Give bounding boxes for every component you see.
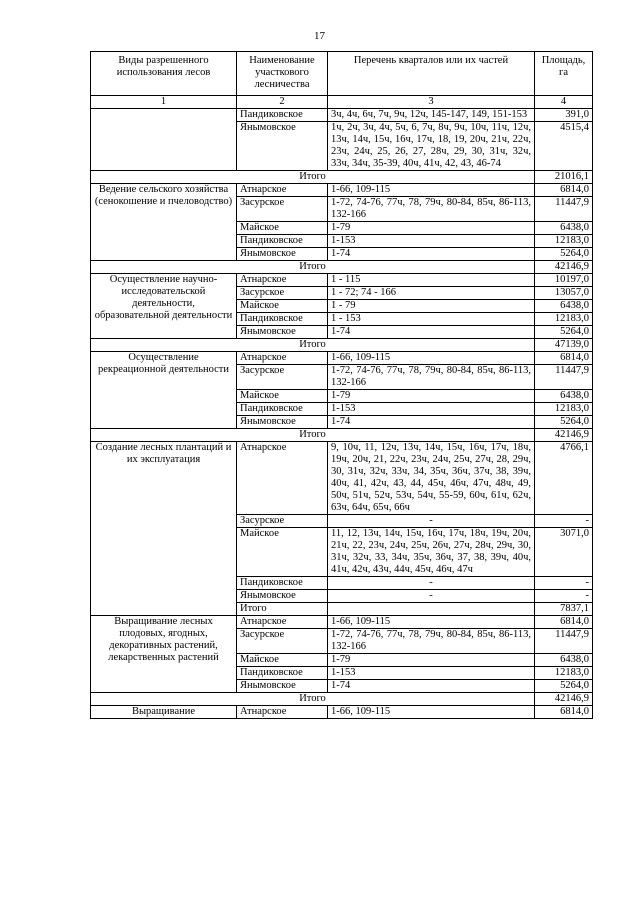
area-cell: 12183,0 (535, 313, 593, 326)
area-cell: 6814,0 (535, 616, 593, 629)
forestry-cell: Янымовское (237, 590, 328, 603)
total-row (91, 261, 593, 274)
header-quarters: Перечень кварталов или их частей (328, 52, 535, 96)
quarters-cell: 1 - 153 (328, 313, 535, 326)
forestry-cell: Янымовское (237, 122, 328, 171)
area-cell: 4766,1 (535, 442, 593, 515)
quarters-cell: 1-66, 109-115 (328, 352, 535, 365)
quarters-cell: 1-72, 74-76, 77ч, 78, 79ч, 80-84, 85ч, 86-113, 132-166 (328, 365, 535, 390)
area-cell: 5264,0 (535, 326, 593, 339)
forestry-cell: Атнарское (237, 352, 328, 365)
forestry-cell: Засурское (237, 629, 328, 654)
quarters-cell: 1-79 (328, 654, 535, 667)
total-empty (328, 603, 535, 616)
header-row (91, 52, 593, 96)
area-cell: 3071,0 (535, 528, 593, 577)
area-cell: 6438,0 (535, 222, 593, 235)
total-label: Итого (91, 429, 535, 442)
header-kind: Виды разрешенного использования лесов (91, 52, 237, 96)
total-row (91, 339, 593, 352)
quarters-cell: 1-153 (328, 235, 535, 248)
header-area: Площадь, га (535, 52, 593, 96)
column-number: 1 (91, 96, 237, 109)
forestry-cell: Янымовское (237, 416, 328, 429)
total-label: Итого (91, 339, 535, 352)
area-cell: 6438,0 (535, 300, 593, 313)
table-row (91, 706, 593, 719)
quarters-cell: 1-74 (328, 248, 535, 261)
total-value: 21016,1 (535, 171, 593, 184)
forestry-cell: Пандиковское (237, 403, 328, 416)
forestry-cell: Засурское (237, 287, 328, 300)
quarters-cell: 1-74 (328, 326, 535, 339)
kind-cell: Выращивание (91, 706, 237, 719)
forestry-cell: Засурское (237, 197, 328, 222)
column-number-row (91, 96, 593, 109)
area-cell: 4515,4 (535, 122, 593, 171)
area-cell: 6814,0 (535, 184, 593, 197)
quarters-cell: - (328, 577, 535, 590)
forestry-cell: Пандиковское (237, 313, 328, 326)
forestry-cell: Майское (237, 390, 328, 403)
column-number: 2 (237, 96, 328, 109)
total-row (91, 171, 593, 184)
quarters-cell: 1 - 115 (328, 274, 535, 287)
column-number: 4 (535, 96, 593, 109)
area-cell: 12183,0 (535, 667, 593, 680)
quarters-cell: 1-153 (328, 667, 535, 680)
quarters-cell: 1 - 79 (328, 300, 535, 313)
forestry-cell: Атнарское (237, 184, 328, 197)
quarters-cell: 1 - 72; 74 - 166 (328, 287, 535, 300)
forestry-cell: Пандиковское (237, 667, 328, 680)
total-label: Итого (91, 171, 535, 184)
page-number: 17 (314, 30, 325, 42)
table-row (91, 184, 593, 197)
kind-cell: Ведение сельского хозяйства (сенокошение и пчеловодство) (91, 184, 237, 261)
area-cell: 5264,0 (535, 248, 593, 261)
kind-cell: Осуществление рекреационной деятельности (91, 352, 237, 429)
total-label: Итого (237, 603, 328, 616)
forestry-cell: Атнарское (237, 274, 328, 287)
area-cell: 5264,0 (535, 416, 593, 429)
kind-cell: Создание лесных плантаций и их эксплуатация (91, 442, 237, 616)
table-row (91, 352, 593, 365)
quarters-cell: 9, 10ч, 11, 12ч, 13ч, 14ч, 15ч, 16ч, 17ч, 18ч, 19ч, 20ч, 21, 22ч, 23ч, 24ч, 25ч, 27ч, 28, 29ч, 30, 31ч, 32ч, 33ч, 34, 35ч, 36ч, 37ч, 38, 39ч, 40ч, 41, 42ч, 43, 44, 45ч, 46ч, 47ч, 48ч, 49, 50ч, 51ч, 52ч, 53ч, 54ч, 55-59, 60ч, 61ч, 62ч, 63ч, 64ч, 65ч, 66ч (328, 442, 535, 515)
column-number: 3 (328, 96, 535, 109)
area-cell: 6438,0 (535, 654, 593, 667)
quarters-cell: 11, 12, 13ч, 14ч, 15ч, 16ч, 17ч, 18ч, 19ч, 20ч, 21ч, 22, 23ч, 24ч, 25ч, 26ч, 27ч, 28ч, 29ч, 30, 31ч, 32ч, 33, 34ч, 35ч, 36ч, 37, 38, 39ч, 40ч, 41ч, 42ч, 43ч, 44ч, 45ч, 46ч, 47ч (328, 528, 535, 577)
forestry-cell: Атнарское (237, 706, 328, 719)
area-cell: 6814,0 (535, 706, 593, 719)
forestry-cell: Янымовское (237, 248, 328, 261)
forestry-cell: Майское (237, 300, 328, 313)
area-cell: 11447,9 (535, 197, 593, 222)
area-cell: - (535, 590, 593, 603)
total-label: Итого (91, 261, 535, 274)
quarters-cell: 1-79 (328, 222, 535, 235)
total-value: 47139,0 (535, 339, 593, 352)
header-forestry: Наименование участкового лесничества (237, 52, 328, 96)
forestry-cell: Янымовское (237, 326, 328, 339)
table-row (91, 616, 593, 629)
area-cell: 11447,9 (535, 629, 593, 654)
quarters-cell: 1-74 (328, 680, 535, 693)
forestry-cell: Пандиковское (237, 577, 328, 590)
quarters-cell: 1-72, 74-76, 77ч, 78, 79ч, 80-84, 85ч, 86-113, 132-166 (328, 629, 535, 654)
forestry-cell: Майское (237, 654, 328, 667)
total-row (91, 693, 593, 706)
quarters-cell: 1-74 (328, 416, 535, 429)
forest-use-table (90, 51, 593, 719)
kind-cell: Выращивание лесных плодовых, ягодных, декоративных растений, лекарственных растений (91, 616, 237, 693)
quarters-cell: 3ч, 4ч, 6ч, 7ч, 9ч, 12ч, 145-147, 149, 151-153 (328, 109, 535, 122)
area-cell: 12183,0 (535, 403, 593, 416)
forestry-cell: Засурское (237, 365, 328, 390)
quarters-cell: 1-153 (328, 403, 535, 416)
quarters-cell: 1ч, 2ч, 3ч, 4ч, 5ч, 6, 7ч, 8ч, 9ч, 10ч, 11ч, 12ч, 13ч, 14ч, 15ч, 16ч, 17ч, 18, 19, 20ч, 21ч, 22ч, 23ч, 24ч, 25, 26, 27, 28ч, 29, 30, 31ч, 32ч, 33ч, 34ч, 35-39, 40ч, 41ч, 42, 43, 46-74 (328, 122, 535, 171)
quarters-cell: 1-72, 74-76, 77ч, 78, 79ч, 80-84, 85ч, 86-113, 132-166 (328, 197, 535, 222)
quarters-cell: - (328, 590, 535, 603)
area-cell: 11447,9 (535, 365, 593, 390)
area-cell: - (535, 515, 593, 528)
forestry-cell: Майское (237, 222, 328, 235)
forestry-cell: Атнарское (237, 442, 328, 515)
total-value: 42146,9 (535, 261, 593, 274)
quarters-cell: 1-66, 109-115 (328, 706, 535, 719)
total-row (91, 429, 593, 442)
total-value: 42146,9 (535, 693, 593, 706)
forestry-cell: Пандиковское (237, 109, 328, 122)
table-row (91, 442, 593, 515)
quarters-cell: 1-79 (328, 390, 535, 403)
area-cell: 10197,0 (535, 274, 593, 287)
area-cell: 6814,0 (535, 352, 593, 365)
quarters-cell: - (328, 515, 535, 528)
forestry-cell: Засурское (237, 515, 328, 528)
total-value: 42146,9 (535, 429, 593, 442)
table-row (91, 109, 593, 122)
quarters-cell: 1-66, 109-115 (328, 616, 535, 629)
forestry-cell: Янымовское (237, 680, 328, 693)
total-label: Итого (91, 693, 535, 706)
forestry-cell: Пандиковское (237, 235, 328, 248)
forestry-cell: Майское (237, 528, 328, 577)
kind-cell: Осуществление научно-исследовательской деятельности, образовательной деятельности (91, 274, 237, 339)
total-value: 7837,1 (535, 603, 593, 616)
kind-cell-empty (91, 109, 237, 171)
forestry-cell: Атнарское (237, 616, 328, 629)
area-cell: 13057,0 (535, 287, 593, 300)
area-cell: 5264,0 (535, 680, 593, 693)
area-cell: 12183,0 (535, 235, 593, 248)
quarters-cell: 1-66, 109-115 (328, 184, 535, 197)
area-cell: 391,0 (535, 109, 593, 122)
table-row (91, 274, 593, 287)
area-cell: - (535, 577, 593, 590)
area-cell: 6438,0 (535, 390, 593, 403)
